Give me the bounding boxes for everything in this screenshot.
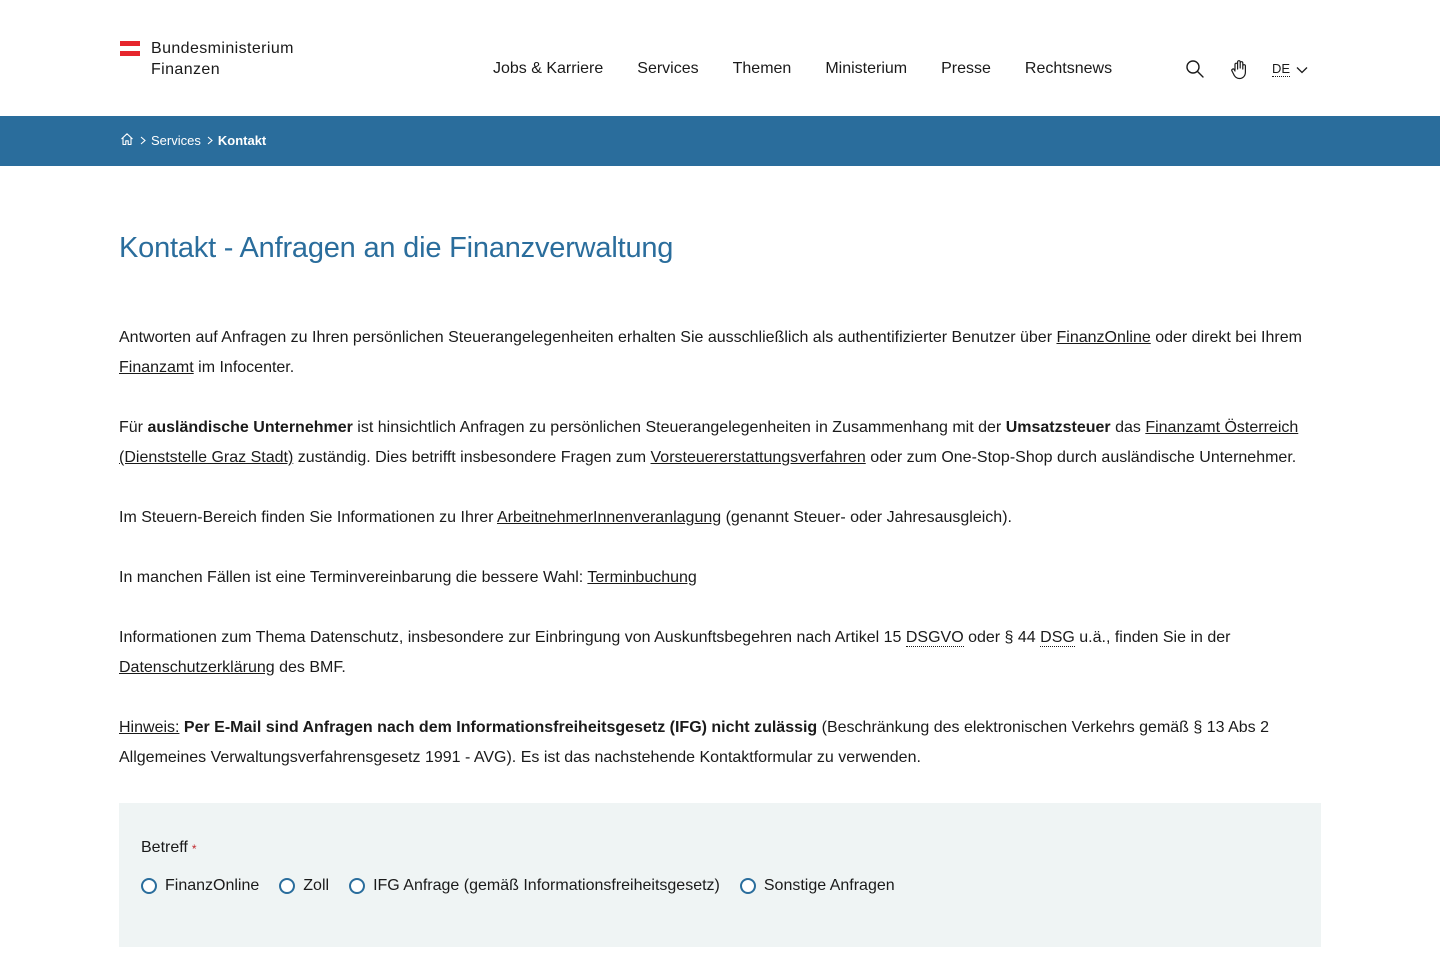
nav-rechtsnews[interactable]: Rechtsnews bbox=[1024, 60, 1113, 77]
paragraph-finanzonline bbox=[119, 323, 1321, 383]
text: zuständig. Dies betrifft insbesondere Fragen zum bbox=[293, 449, 651, 466]
breadcrumb bbox=[120, 132, 266, 149]
radio-zoll[interactable] bbox=[279, 877, 329, 895]
text: Im Steuern-Bereich finden Sie Informationen zu Ihrer bbox=[119, 509, 497, 526]
paragraph-arbeitnehmerveranlagung bbox=[119, 503, 1321, 533]
text: oder zum One-Stop-Shop durch ausländische Unternehmer. bbox=[865, 449, 1297, 466]
chevron-down-icon bbox=[1296, 62, 1308, 77]
nav-themen[interactable]: Themen bbox=[732, 60, 792, 77]
betreff-radio-group bbox=[141, 877, 915, 895]
radio-label: Sonstige Anfragen bbox=[763, 877, 895, 894]
paragraph-auslaendische-unternehmer bbox=[119, 413, 1321, 473]
link-hinweis[interactable]: Hinweis: bbox=[119, 719, 180, 736]
abbr-dsg[interactable]: DSG bbox=[1040, 629, 1075, 646]
text: Antworten auf Anfragen zu Ihren persönlichen Steuerangelegenheiten erhalten Sie ausschließlich als authentifizierter Benutzer über bbox=[119, 329, 1057, 346]
radio-label: IFG Anfrage (gemäß Informationsfreiheitsgesetz) bbox=[373, 877, 720, 894]
link-arbeitnehmerinnenveranlagung[interactable]: ArbeitnehmerInnenveranlagung bbox=[496, 509, 722, 526]
austria-flag-icon bbox=[120, 41, 140, 57]
abbr-dsgvo[interactable]: DSGVO bbox=[905, 629, 964, 646]
text: im Infocenter. bbox=[193, 359, 295, 376]
main-nav bbox=[493, 58, 1112, 80]
text: des BMF. bbox=[274, 659, 346, 676]
betreff-label bbox=[141, 839, 197, 857]
paragraph-terminbuchung bbox=[119, 563, 1321, 593]
radio-circle[interactable] bbox=[279, 878, 295, 894]
radio-label: Zoll bbox=[303, 877, 330, 894]
link-datenschutzerklaerung[interactable]: Datenschutzerklärung bbox=[119, 659, 275, 676]
logo-text bbox=[151, 38, 294, 80]
radio-sonstige-anfragen[interactable] bbox=[740, 877, 895, 895]
logo-line-1: Bundesministerium bbox=[151, 40, 294, 57]
text: (Beschränkung des elektronischen Verkehrs gemäß § 13 Abs 2 Allgemeines Verwaltungsverfahrensgesetz 1991 - AVG). Es ist das nachstehende Kontaktformular zu verwenden. bbox=[119, 719, 1270, 766]
logo-line-2: Finanzen bbox=[151, 61, 221, 78]
paragraph-hinweis bbox=[119, 713, 1321, 773]
label-text: Betreff bbox=[141, 839, 188, 856]
bold-text: Umsatzsteuer bbox=[1005, 419, 1111, 436]
hand-icon[interactable] bbox=[1228, 58, 1250, 80]
text: oder direkt bei Ihrem bbox=[1150, 329, 1302, 346]
radio-circle[interactable] bbox=[740, 878, 756, 894]
link-finanzamt-oesterreich[interactable]: Finanzamt Österreich (Dienststelle Graz Stadt) bbox=[119, 419, 1299, 466]
nav-services[interactable]: Services bbox=[637, 60, 699, 77]
text: das bbox=[1110, 419, 1146, 436]
breadcrumb-bar bbox=[0, 116, 1440, 166]
site-header bbox=[0, 0, 1440, 116]
bold-text: Per E-Mail sind Anfragen nach dem Informationsfreiheitsgesetz (IFG) nicht zulässig bbox=[179, 719, 818, 736]
text: Informationen zum Thema Datenschutz, insbesondere zur Einbringung von Auskunftsbegehren nach Artikel 15 bbox=[119, 629, 906, 646]
breadcrumb-services[interactable]: Services bbox=[151, 133, 201, 148]
radio-finanzonline[interactable] bbox=[141, 877, 259, 895]
language-code: DE bbox=[1272, 60, 1291, 76]
bold-text: ausländische Unternehmer bbox=[147, 419, 353, 436]
radio-label: FinanzOnline bbox=[165, 877, 260, 894]
home-icon[interactable] bbox=[120, 132, 134, 149]
text: Für bbox=[119, 419, 148, 436]
radio-circle[interactable] bbox=[141, 878, 157, 894]
link-vorsteuererstattungsverfahren[interactable]: Vorsteuererstattungsverfahren bbox=[650, 449, 866, 466]
link-finanzamt[interactable]: Finanzamt bbox=[119, 359, 194, 376]
paragraph-datenschutz bbox=[119, 623, 1321, 683]
text: ist hinsichtlich Anfragen zu persönlichen Steuerangelegenheiten in Zusammenhang mit der bbox=[352, 419, 1006, 436]
nav-jobs-karriere[interactable]: Jobs & Karriere bbox=[493, 60, 604, 77]
text: (genannt Steuer- oder Jahresausgleich). bbox=[721, 509, 1012, 526]
required-marker: * bbox=[191, 842, 197, 856]
ministry-logo[interactable] bbox=[120, 38, 294, 80]
header-tools bbox=[1184, 58, 1308, 80]
page-title: Kontakt - Anfragen an die Finanzverwaltung bbox=[119, 232, 674, 264]
chevron-right-icon bbox=[207, 136, 213, 145]
breadcrumb-current: Kontakt bbox=[217, 133, 267, 148]
contact-form bbox=[119, 803, 1321, 947]
link-finanzonline[interactable]: FinanzOnline bbox=[1056, 329, 1151, 346]
radio-circle[interactable] bbox=[349, 878, 365, 894]
language-selector[interactable] bbox=[1272, 62, 1308, 77]
search-icon[interactable] bbox=[1184, 58, 1206, 80]
chevron-right-icon bbox=[140, 136, 146, 145]
text: u.ä., finden Sie in der bbox=[1074, 629, 1231, 646]
text: oder § 44 bbox=[963, 629, 1041, 646]
nav-presse[interactable]: Presse bbox=[941, 60, 991, 77]
radio-ifg-anfrage[interactable] bbox=[349, 877, 720, 895]
nav-ministerium[interactable]: Ministerium bbox=[825, 60, 908, 77]
link-terminbuchung[interactable]: Terminbuchung bbox=[587, 569, 697, 586]
text: In manchen Fällen ist eine Terminvereinbarung die bessere Wahl: bbox=[119, 569, 588, 586]
